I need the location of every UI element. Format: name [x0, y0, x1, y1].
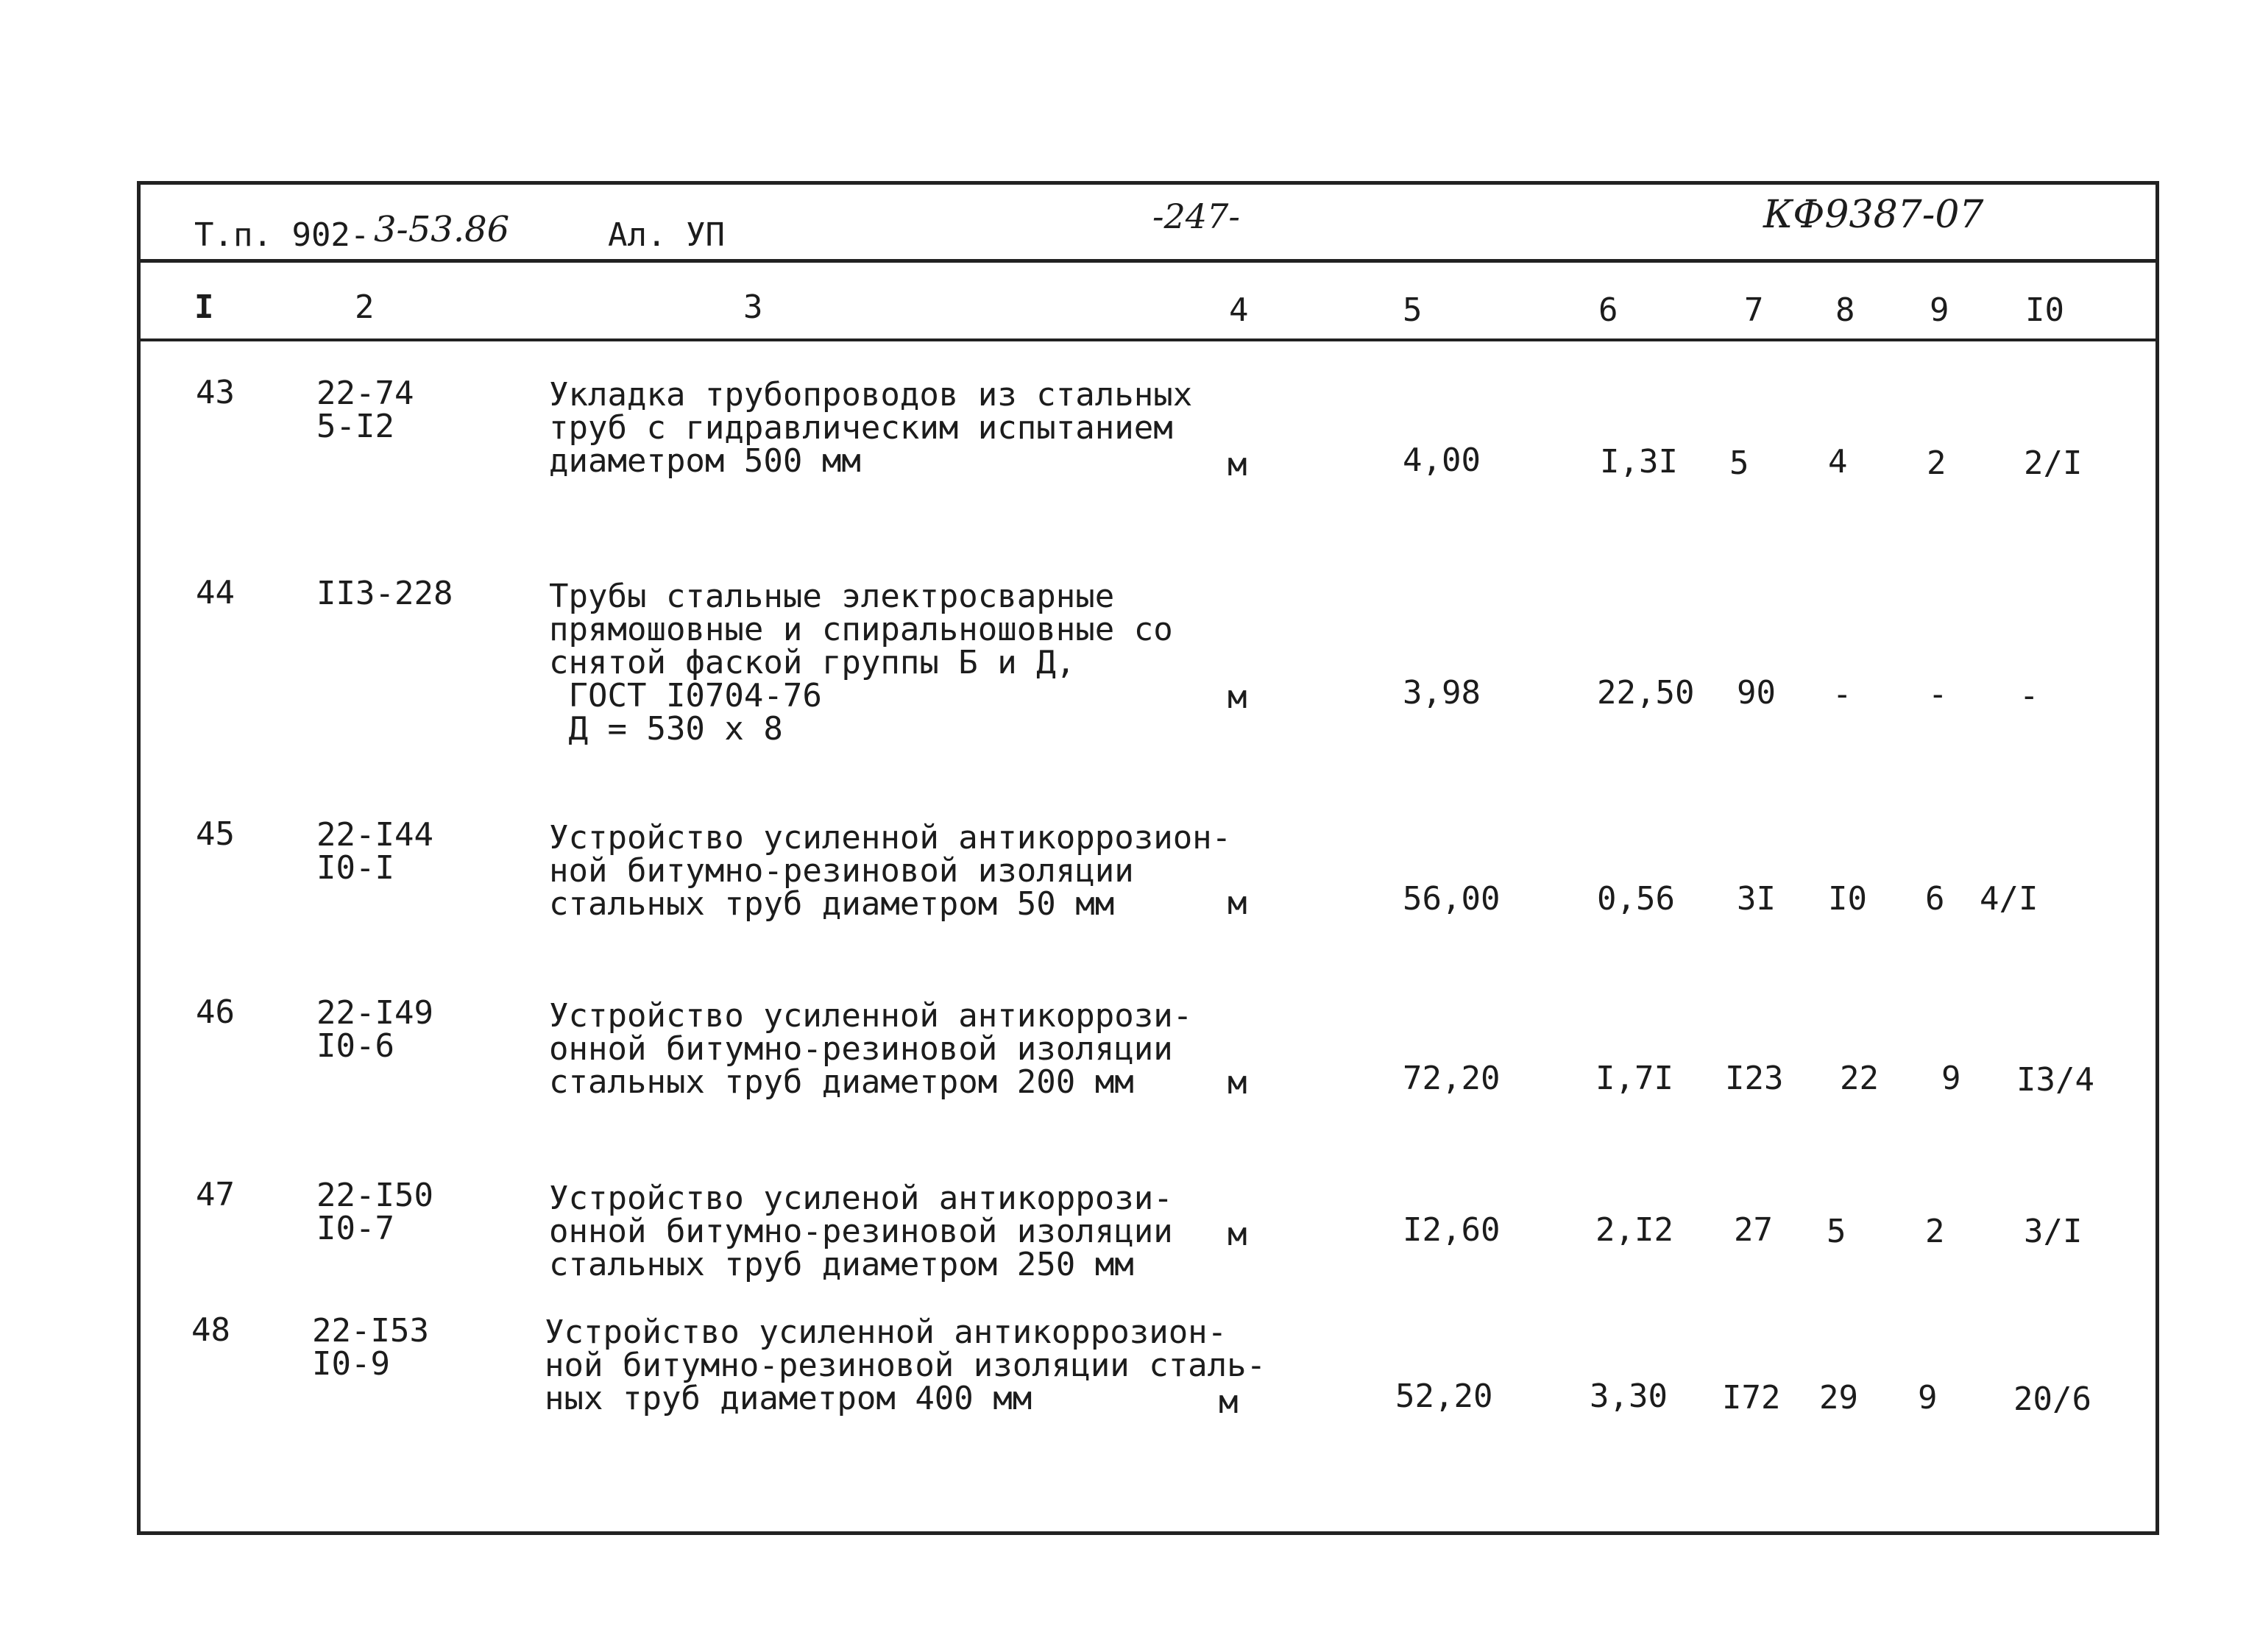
row-description-line: Устройство усиленой антикоррози- [549, 1180, 1173, 1217]
row-col5: I2,60 [1403, 1211, 1501, 1249]
row-code-line: I0-9 [312, 1345, 390, 1383]
row-description-line: диаметром 500 мм [549, 442, 861, 480]
col-header-6: 6 [1598, 291, 1618, 329]
col-header-9: 9 [1930, 291, 1949, 329]
row-col8: 29 [1819, 1379, 1858, 1417]
doc-code: КФ9387-07 [1763, 193, 1984, 237]
row-number: 44 [196, 574, 235, 611]
row-unit: м [1228, 678, 1247, 716]
row-number: 47 [196, 1176, 235, 1213]
row-description-line: онной битумно-резиновой изоляции [549, 1030, 1173, 1068]
col-header-5: 5 [1403, 291, 1423, 329]
row-description-line: Устройство усиленной антикоррозион- [549, 819, 1232, 857]
row-col7: 5 [1729, 444, 1749, 482]
row-description-line: Трубы стальные электросварные [549, 578, 1115, 615]
row-description-line: прямошовные и спиральношовные со [549, 611, 1173, 648]
row-col6: 2,I2 [1595, 1211, 1673, 1249]
row-code-line: II3-228 [316, 575, 453, 612]
row-unit: м [1219, 1383, 1239, 1421]
row-col7: 90 [1737, 674, 1776, 712]
row-col5: 4,00 [1403, 442, 1481, 479]
row-unit: м [1228, 1064, 1247, 1102]
row-col8: - [1832, 676, 1852, 713]
col-header-3: 3 [743, 288, 763, 326]
row-description-line: снятой фаской группы Б и Д, [549, 644, 1076, 681]
row-code-line: 22-I49 [316, 994, 433, 1032]
album-label: Ал. УП [608, 216, 725, 254]
row-code-line: 22-I53 [312, 1312, 429, 1350]
row-col7: I72 [1722, 1379, 1781, 1417]
col-header-4: 4 [1229, 291, 1249, 329]
col-header-8: 8 [1835, 291, 1855, 329]
row-number: 46 [196, 993, 235, 1031]
col-header-10: I0 [2025, 291, 2064, 329]
col-header-2: 2 [355, 288, 375, 326]
row-col9: - [1928, 676, 1948, 713]
col-header-7: 7 [1744, 291, 1764, 329]
row-code-line: 22-I50 [316, 1177, 433, 1214]
row-col6: I,7I [1595, 1060, 1673, 1097]
row-col8: 5 [1827, 1213, 1846, 1250]
row-col5: 72,20 [1403, 1060, 1501, 1097]
row-code-line: I0-I [316, 849, 394, 887]
row-unit: м [1228, 885, 1247, 922]
page-number: -247- [1152, 196, 1240, 236]
row-col9: 9 [1918, 1379, 1938, 1417]
row-col10: 20/6 [2013, 1380, 2091, 1418]
row-col6: 0,56 [1597, 880, 1675, 918]
row-col6: 3,30 [1590, 1378, 1668, 1415]
row-col10: 4/I [1980, 880, 2038, 918]
row-description-line: ГОСТ I0704-76 [549, 677, 822, 715]
row-col10: 3/I [2024, 1213, 2083, 1250]
column-header-divider [137, 338, 2159, 341]
row-col5: 3,98 [1403, 674, 1481, 712]
row-col5: 56,00 [1403, 880, 1501, 918]
row-col9: 2 [1925, 1213, 1945, 1250]
row-description-line: Устройство усиленной антикоррози- [549, 997, 1193, 1035]
tp-handwritten: 3-53.86 [374, 209, 510, 250]
row-col10: 2/I [2024, 444, 2083, 482]
row-col5: 52,20 [1395, 1378, 1493, 1415]
row-description-line: труб с гидравлическим испытанием [549, 409, 1173, 447]
row-col6: I,3I [1600, 443, 1678, 481]
row-col8: 22 [1840, 1060, 1879, 1097]
tp-prefix: Т.п. 902- [194, 216, 370, 254]
row-col9: 6 [1925, 880, 1945, 918]
row-code-line: 22-I44 [316, 816, 433, 854]
row-code-line: 5-I2 [316, 408, 394, 445]
row-col8: I0 [1828, 880, 1867, 918]
row-unit: м [1228, 446, 1247, 483]
row-description-line: стальных труб диаметром 50 мм [549, 885, 1115, 923]
row-code-line: I0-7 [316, 1210, 394, 1247]
row-col7: 27 [1734, 1211, 1773, 1249]
row-col10: - [2019, 677, 2039, 715]
row-code-line: 22-74 [316, 375, 414, 412]
col-header-1: I [194, 288, 214, 326]
row-number: 43 [196, 374, 235, 411]
header-divider [137, 259, 2159, 263]
row-code-line: I0-6 [316, 1027, 394, 1065]
row-col8: 4 [1828, 443, 1848, 481]
row-col9: 9 [1941, 1060, 1961, 1097]
row-col7: I23 [1725, 1060, 1784, 1097]
row-description-line: ных труб диаметром 400 мм [545, 1380, 1032, 1417]
row-description-line: стальных труб диаметром 250 мм [549, 1246, 1134, 1283]
row-description-line: онной битумно-резиновой изоляции [549, 1213, 1173, 1250]
row-description-line: ной битумно-резиновой изоляции [549, 852, 1134, 890]
row-description-line: Устройство усиленной антикоррозион- [545, 1314, 1228, 1351]
row-col9: 2 [1927, 444, 1946, 482]
row-col6: 22,50 [1597, 674, 1695, 712]
row-col7: 3I [1737, 880, 1776, 918]
row-description-line: ной битумно-резиновой изоляции сталь- [545, 1347, 1267, 1384]
row-number: 48 [191, 1311, 230, 1349]
row-description-line: Укладка трубопроводов из стальных [549, 376, 1193, 414]
row-unit: м [1228, 1216, 1247, 1253]
row-description-line: Д = 530 х 8 [549, 710, 783, 748]
row-col10: I3/4 [2016, 1061, 2094, 1099]
row-number: 45 [196, 815, 235, 853]
row-description-line: стальных труб диаметром 200 мм [549, 1063, 1134, 1101]
